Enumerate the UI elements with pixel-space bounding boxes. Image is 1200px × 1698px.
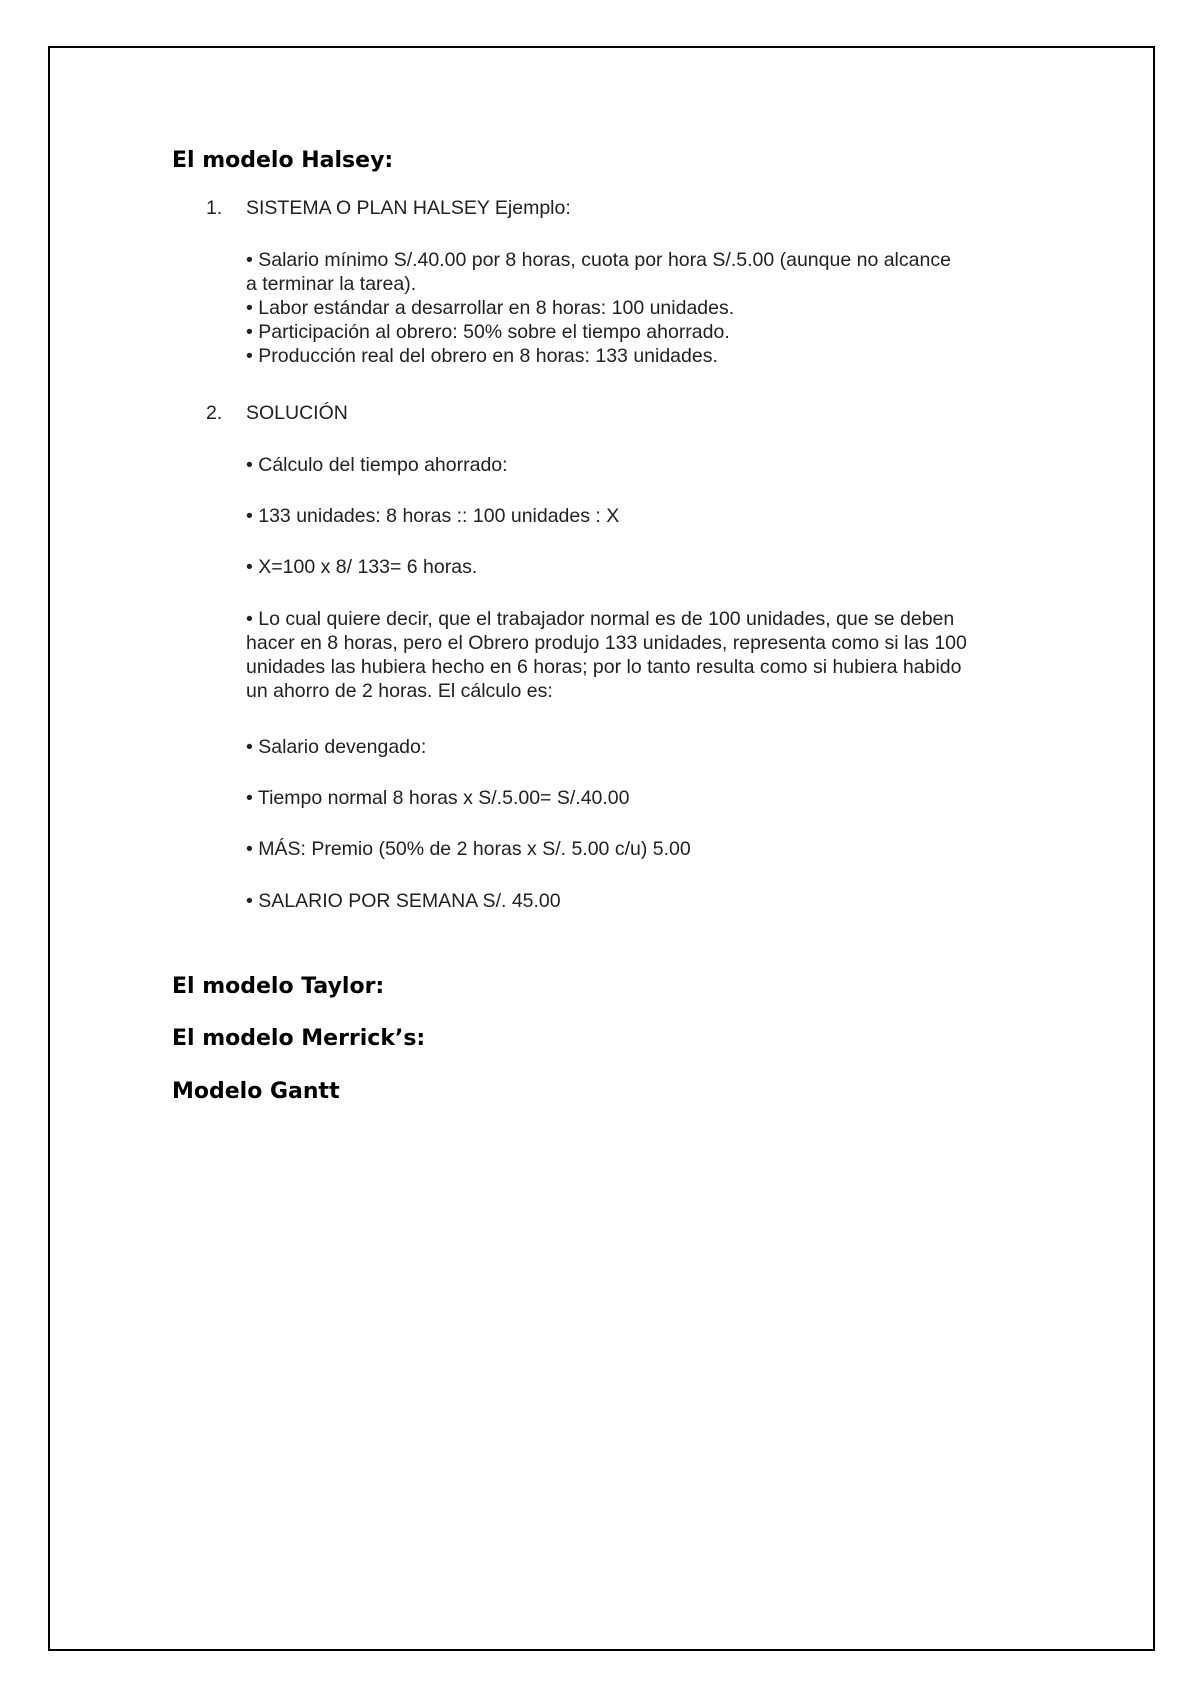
solution-line-2: • 133 unidades: 8 horas :: 100 unidades : X — [246, 505, 620, 527]
solution-line-8: • SALARIO POR SEMANA S/. 45.00 — [246, 890, 561, 912]
example-line-5: • Producción real del obrero en 8 horas: 133 unidades. — [246, 345, 718, 367]
example-line-2: a terminar la tarea). — [246, 273, 417, 295]
heading-merrick: El modelo Merrick’s: — [172, 1026, 426, 1051]
explanation-line-2: hacer en 8 horas, pero el Obrero produjo 133 unidades, representa como si las 100 — [246, 632, 967, 654]
solution-line-7: • MÁS: Premio (50% de 2 horas x S/. 5.00 c/u) 5.00 — [246, 838, 691, 860]
example-line-1: • Salario mínimo S/.40.00 por 8 horas, cuota por hora S/.5.00 (aunque no alcance — [246, 249, 951, 271]
heading-taylor: El modelo Taylor: — [172, 974, 385, 999]
explanation-line-3: unidades las hubiera hecho en 6 horas; por lo tanto resulta como si hubiera habido — [246, 656, 962, 678]
example-line-3: • Labor estándar a desarrollar en 8 horas: 100 unidades. — [246, 297, 735, 319]
list-number-1: 1. — [206, 197, 223, 219]
halsey-example-block — [246, 248, 1046, 368]
solution-line-3: • X=100 x 8/ 133= 6 horas. — [246, 556, 478, 578]
solution-line-1: • Cálculo del tiempo ahorrado: — [246, 454, 508, 476]
list-item-1 — [206, 196, 571, 220]
heading-gantt: Modelo Gantt — [172, 1079, 340, 1104]
solution-explanation — [246, 607, 1046, 703]
heading-halsey: El modelo Halsey: — [172, 148, 394, 173]
solution-line-5: • Salario devengado: — [246, 736, 427, 758]
example-line-4: • Participación al obrero: 50% sobre el tiempo ahorrado. — [246, 321, 730, 343]
list-item-1-title: SISTEMA O PLAN HALSEY Ejemplo: — [246, 197, 571, 219]
explanation-line-4: un ahorro de 2 horas. El cálculo es: — [246, 680, 553, 702]
list-item-2-title: SOLUCIÓN — [246, 402, 348, 424]
explanation-line-1: • Lo cual quiere decir, que el trabajador normal es de 100 unidades, que se deben — [246, 608, 955, 630]
list-item-2 — [206, 401, 348, 425]
list-number-2: 2. — [206, 402, 223, 424]
solution-line-6: • Tiempo normal 8 horas x S/.5.00= S/.40.00 — [246, 787, 630, 809]
